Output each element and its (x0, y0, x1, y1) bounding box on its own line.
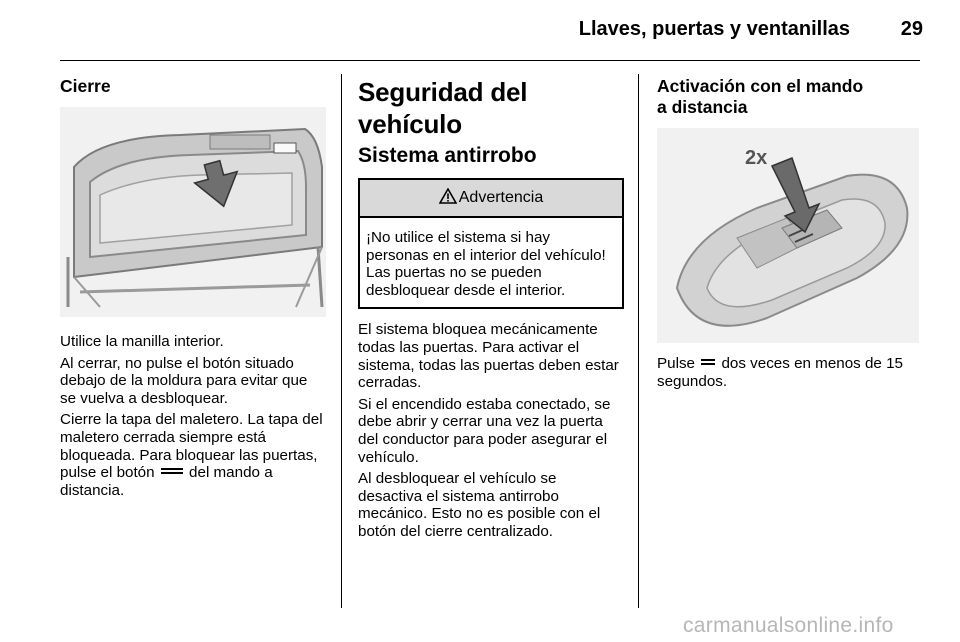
remote-key-illustration (657, 128, 919, 343)
column-cierre (60, 76, 326, 503)
header-title: Llaves, puertas y ventanillas (578, 18, 850, 40)
paragraph-text: Cierre la tapa del maletero. La tapa del maletero cerrada siempre está bloqueada. Para bloquear las puertas, pulse el botón (60, 411, 323, 482)
column-seguridad (358, 76, 624, 545)
column-divider-2 (638, 74, 639, 608)
column-divider-1 (341, 74, 342, 608)
section-heading-cierre: Cierre (60, 76, 111, 96)
paragraph: Utilice la manilla interior. (60, 333, 224, 350)
paragraph: Si el encendido estaba conectado, se debe abrir y cerrar una vez la puerta del conductor para poder asegurar el vehículo. (358, 395, 611, 466)
paragraph: Al desbloquear el vehículo se desactiva el sistema antirrobo mecánico. Esto no es posible con el botón del cierre centralizado. (358, 470, 601, 540)
paragraph-text: dos veces en menos de 15 segundos. (657, 355, 903, 390)
column-activacion (657, 76, 919, 394)
warning-triangle-icon (439, 188, 457, 204)
warning-text: ¡No utilice el sistema si hay personas en el interior del vehículo! Las puertas no se pueden desbloquear desde el interior. (366, 229, 606, 299)
heading-line: Activación con el mando (657, 76, 864, 96)
section-title: Seguridad del vehículo (358, 77, 528, 139)
section-subtitle: Sistema antirrobo (358, 144, 537, 167)
header-divider (60, 60, 920, 61)
lock-button-icon (701, 359, 715, 365)
warning-label: Advertencia (458, 189, 544, 206)
watermark: carmanualsonline.info (683, 614, 894, 637)
lock-button-icon (161, 468, 183, 474)
page-number: 29 (900, 18, 923, 40)
section-heading-activacion (657, 76, 919, 118)
heading-line: a distancia (657, 97, 748, 117)
paragraph: Al cerrar, no pulse el botón situado debajo de la moldura para evitar que se vuelva a desbloquear. (60, 354, 308, 407)
figure-label: 2x (745, 147, 768, 169)
paragraph-text: del mando a distancia. (60, 464, 273, 499)
paragraph (60, 411, 326, 499)
paragraph-text: Pulse (657, 355, 695, 372)
paragraph (657, 355, 919, 390)
warning-header (360, 180, 622, 218)
warning-body (360, 218, 622, 307)
paragraph: El sistema bloquea mecánicamente todas las puertas. Para activar el sistema, todas las puertas deben estar cerradas. (358, 321, 619, 392)
tailgate-closing-illustration (60, 107, 326, 317)
warning-box (358, 178, 624, 309)
